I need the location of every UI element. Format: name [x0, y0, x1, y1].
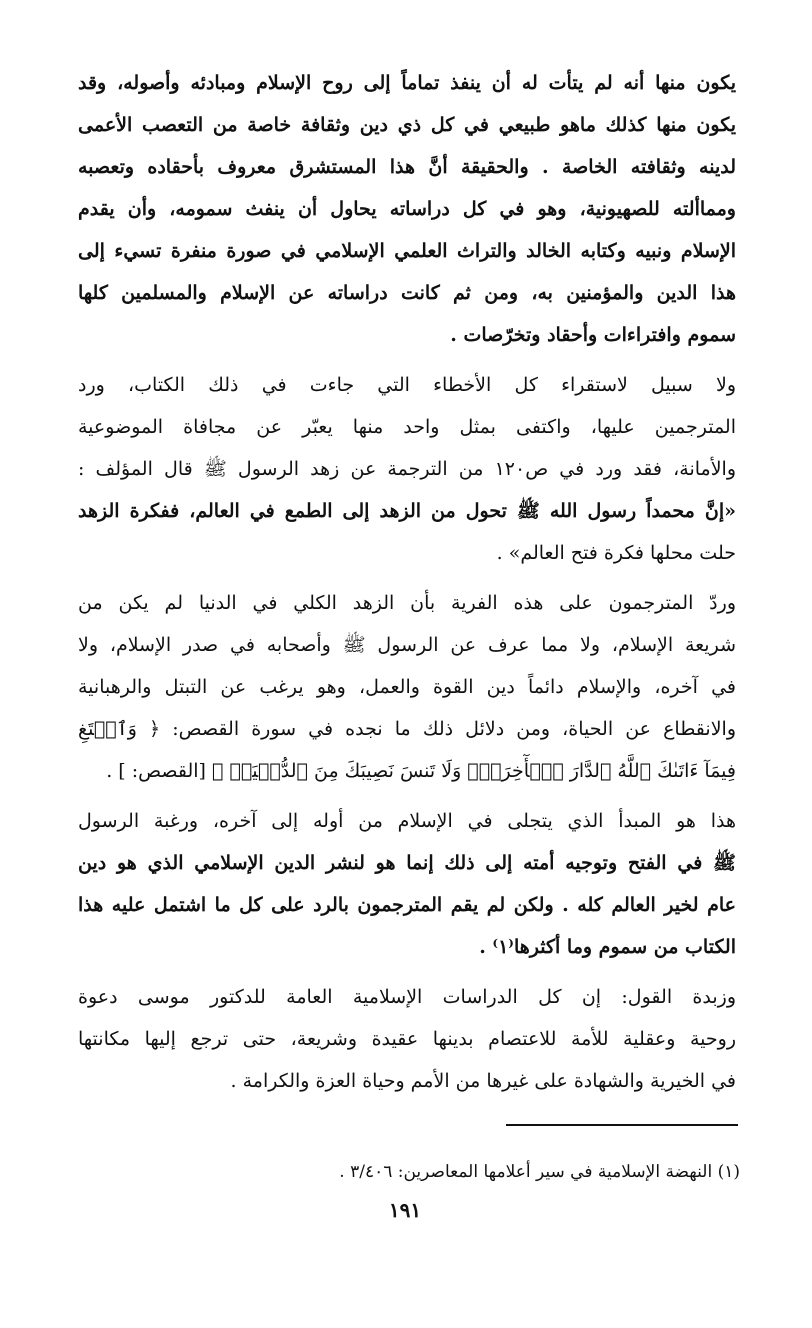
text-line: المترجمين عليها، واكتفى بمثل واحد منها يعبّر عن مجافاة الموضوعية	[78, 416, 736, 438]
page-body	[78, 62, 736, 1102]
text-line: يكون منها كذلك ماهو طبيعي في كل ذي دين وثقافة خاصة من التعصب الأعمى	[78, 114, 736, 136]
text-line: والانقطاع عن الحياة، ومن دلائل ذلك ما نجده في سورة القصص: ﴿ وَٱبۡتَغِ	[78, 718, 736, 740]
text-line: ومماألته للصهيونية، وهو في كل دراساته يحاول أن ينفث سمومه، وأن يقدم	[78, 198, 736, 220]
page-number: ١٩١	[388, 1198, 422, 1222]
text-line: هذا الدين والمؤمنين به، ومن ثم كانت دراساته عن الإسلام والمسلمين كلها	[78, 282, 736, 304]
text-line: هذا هو المبدأ الذي يتجلى في الإسلام من أوله إلى آخره، ورغبة الرسول	[78, 810, 736, 832]
text-line: حلت محلها فكرة فتح العالم» .	[496, 542, 736, 564]
paragraph-3	[78, 582, 736, 792]
text-line: عام لخير العالم كله . ولكن لم يقم المترجمون بالرد على كل ما اشتمل عليه هذا	[78, 894, 736, 916]
text-line: الإسلام ونبيه وكتابه الخالد والتراث العلمي الإسلامي في صورة منفرة تسيء إلى	[78, 240, 736, 262]
paragraph-1	[78, 62, 736, 356]
text-line: روحية وعقلية للأمة للاعتصام بدينها عقيدة وشريعة، حتى ترجع إليها مكانتها	[78, 1028, 736, 1050]
text-line: لدينه وثقافته الخاصة . والحقيقة أنَّ هذا المستشرق معروف بأحقاده وتعصبه	[78, 156, 736, 178]
text-line: الكتاب من سموم وما أكثرها⁽١⁾ .	[479, 936, 736, 958]
text-line: وزبدة القول: إن كل الدراسات الإسلامية العامة للدكتور موسى دعوة	[78, 986, 736, 1008]
text-line: ﷺ في الفتح وتوجيه أمته إلى ذلك إنما هو لنشر الدين الإسلامي الذي هو دين	[78, 852, 736, 874]
quran-verse-line: فِيمَآ ءَاتَىٰكَ ٱللَّهُ ٱلدَّارَ ٱلۡأٓخِرَةَۖ وَلَا تَنسَ نَصِيبَكَ مِنَ ٱلدُّنۡيَاۖ ﴾ [القصص: ] .	[106, 760, 736, 782]
text-line: شريعة الإسلام، ولا مما عرف عن الرسول ﷺ وأصحابه في صدر الإسلام، ولا	[78, 634, 736, 656]
text-line: «إنَّ محمداً رسول الله ﷺ تحول من الزهد إلى الطمع في العالم، ففكرة الزهد	[78, 500, 736, 522]
text-line: سموم وافتراءات وأحقاد وتخرّصات .	[450, 324, 736, 346]
text-line: والأمانة، فقد ورد في ص١٢٠ من الترجمة عن زهد الرسول ﷺ قال المؤلف :	[78, 458, 736, 480]
paragraph-4	[78, 800, 736, 968]
text-line: في آخره، والإسلام دائماً دين القوة والعمل، وهو يرغب عن التبتل والرهبانية	[78, 676, 736, 698]
text-line: يكون منها أنه لم يتأت له أن ينفذ تماماً إلى روح الإسلام ومبادئه وأصوله، وقد	[78, 72, 736, 94]
text-line: وردّ المترجمون على هذه الفرية بأن الزهد الكلي في الدنيا لم يكن من	[78, 592, 736, 614]
footnote: (١) النهضة الإسلامية في سير أعلامها المعاصرين: ٣/٤٠٦ .	[339, 1162, 740, 1182]
footnote-divider	[506, 1124, 738, 1126]
text-line: ولا سبيل لاستقراء كل الأخطاء التي جاءت في ذلك الكتاب، ورد	[78, 374, 736, 396]
paragraph-2	[78, 364, 736, 574]
text-line: في الخيرية والشهادة على غيرها من الأمم وحياة العزة والكرامة .	[230, 1070, 736, 1092]
paragraph-5	[78, 976, 736, 1102]
